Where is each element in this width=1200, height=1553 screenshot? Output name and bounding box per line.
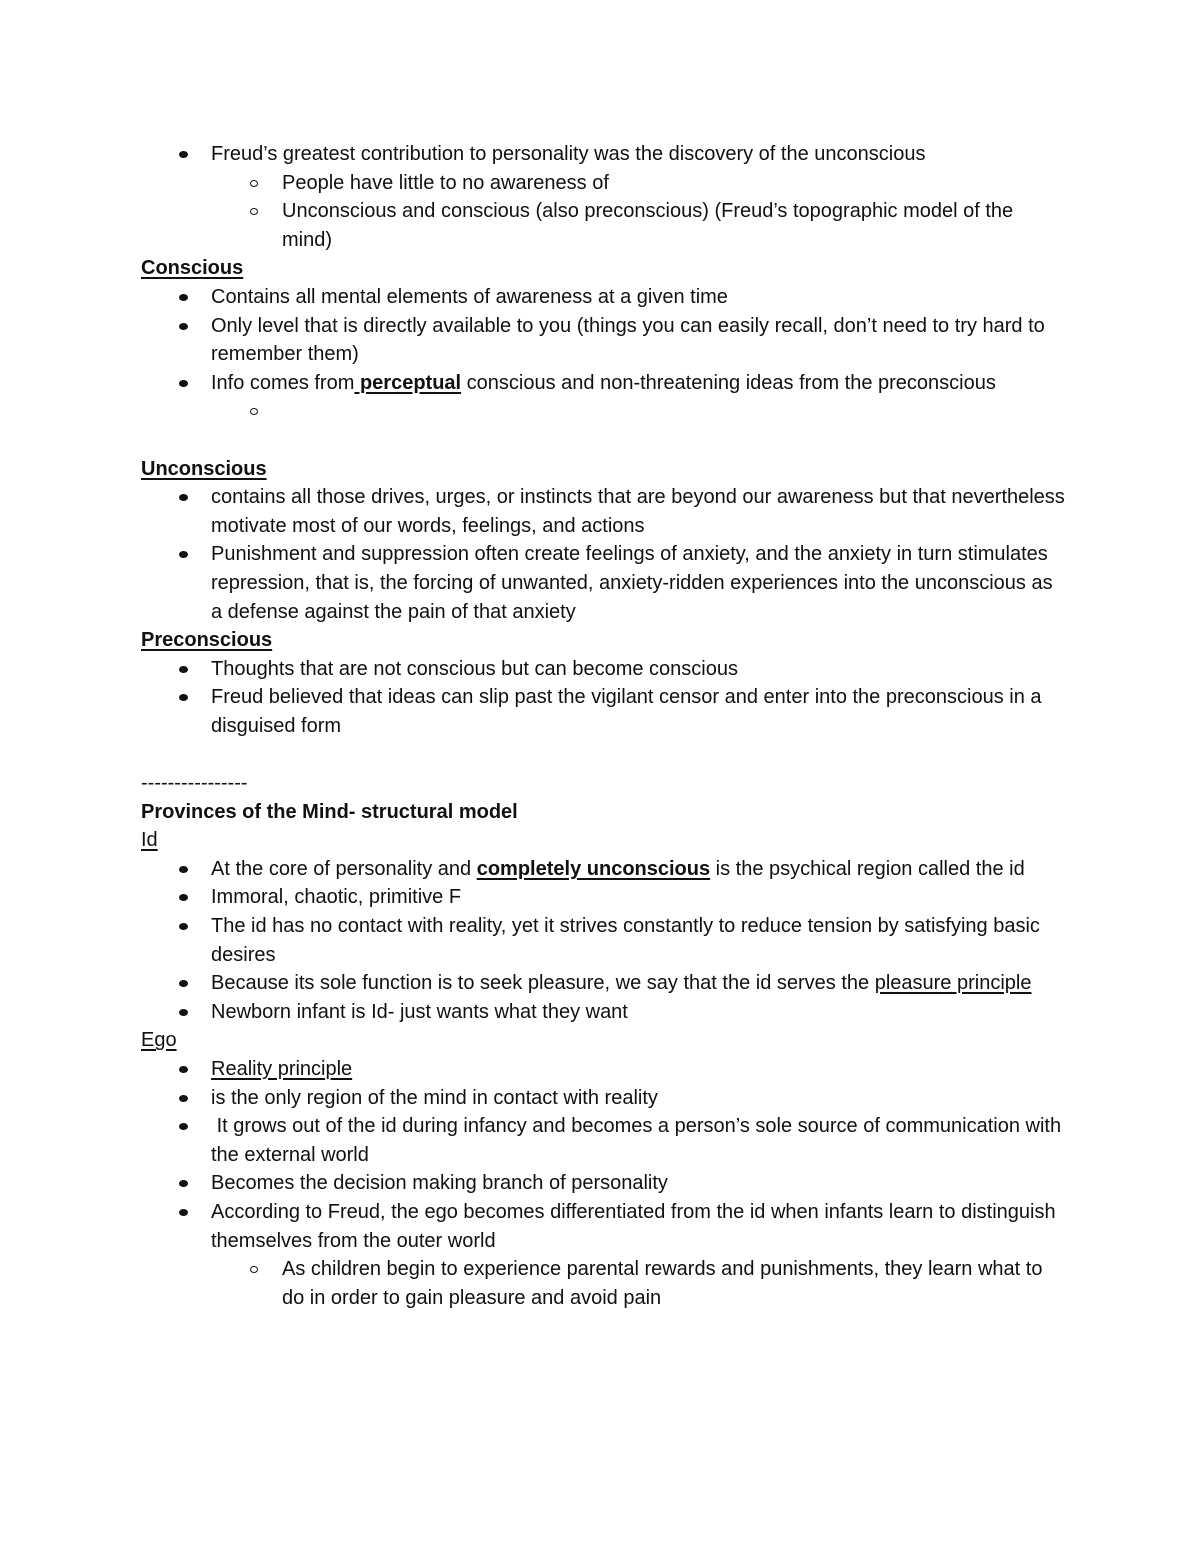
bullet-icon [177,483,197,512]
list-item: Immoral, chaotic, primitive F [141,883,1066,912]
list-item: contains all those drives, urges, or instincts that are beyond our awareness but that nevertheless motivate most of our words, feelings, and actions [141,483,1066,540]
unconscious-list [141,483,1066,626]
unconscious-heading: Unconscious [141,457,267,480]
id-list [141,855,1066,1027]
list-item: is the only region of the mind in contact with reality [141,1084,1066,1113]
spacer [141,426,1066,455]
list-item: Because its sole function is to seek pleasure, we say that the id serves the pleasure principle [141,969,1066,998]
bullet-icon [177,1198,197,1227]
list-item: Contains all mental elements of awareness at a given time [141,283,1066,312]
list-item [141,397,1066,426]
bullet-icon [177,655,197,684]
circle-bullet-icon [248,169,268,198]
bullet-icon [177,883,197,912]
list-item: At the core of personality and completely unconscious is the psychical region called the id [141,855,1066,884]
bullet-icon [177,1112,197,1141]
bullet-icon [177,969,197,998]
bullet-icon [177,855,197,884]
list-item: Becomes the decision making branch of personality [141,1169,1066,1198]
list-item: The id has no contact with reality, yet it strives constantly to reduce tension by satisfying basic desires [141,912,1066,969]
conscious-list [141,283,1066,397]
perceptual-term: perceptual [354,371,462,394]
conscious-sublist [141,397,1066,426]
list-item [141,1055,1066,1084]
intro-list [141,140,1066,169]
bullet-icon [177,1169,197,1198]
circle-bullet-icon [248,197,268,226]
ego-sublist [141,1255,1066,1312]
list-item: Newborn infant is Id- just wants what they want [141,998,1066,1027]
spacer [141,740,1066,769]
list-item: Info comes from perceptual conscious and non-threatening ideas from the preconscious [141,369,1066,398]
list-item: Freud believed that ideas can slip past the vigilant censor and enter into the preconscious in a disguised form [141,683,1066,740]
list-item: It grows out of the id during infancy and becomes a person’s sole source of communication with the external world [141,1112,1066,1169]
ego-heading: Ego [141,1029,177,1052]
conscious-heading: Conscious [141,257,244,280]
bullet-icon [177,683,197,712]
pleasure-principle-term: pleasure principle [874,972,1032,995]
ego-list [141,1055,1066,1255]
list-item: People have little to no awareness of [141,169,1066,198]
provinces-heading: Provinces of the Mind- structural model [141,800,518,823]
list-item: According to Freud, the ego becomes differentiated from the id when infants learn to distinguish themselves from the outer world [141,1198,1066,1255]
id-heading: Id [141,829,158,852]
preconscious-heading: Preconscious [141,629,273,652]
circle-bullet-icon [248,1255,268,1284]
preconscious-list [141,655,1066,741]
document-page [141,140,1066,1312]
bullet-icon [177,140,197,169]
bullet-icon [177,369,197,398]
bullet-icon [177,540,197,569]
bullet-icon [177,312,197,341]
intro-sublist [141,169,1066,255]
circle-bullet-icon [248,397,268,426]
list-item: As children begin to experience parental rewards and punishments, they learn what to do in order to gain pleasure and avoid pain [141,1255,1066,1312]
bullet-icon [177,283,197,312]
bullet-icon [177,1055,197,1084]
list-item: Freud’s greatest contribution to personality was the discovery of the unconscious [141,140,1066,169]
completely-unconscious-term: completely unconscious [476,857,711,880]
bullet-icon [177,998,197,1027]
list-item: Only level that is directly available to you (things you can easily recall, don’t need to try hard to remember them) [141,312,1066,369]
reality-principle-term: Reality principle [211,1058,353,1080]
bullet-icon [177,1084,197,1113]
divider: ---------------- [141,772,248,795]
list-item: Thoughts that are not conscious but can become conscious [141,655,1066,684]
bullet-icon [177,912,197,941]
list-item: Unconscious and conscious (also preconscious) (Freud’s topographic model of the mind) [141,197,1066,254]
list-item: Punishment and suppression often create feelings of anxiety, and the anxiety in turn stimulates repression, that is, the forcing of unwanted, anxiety-ridden experiences into the unconscious as a defense against the pain of that anxiety [141,540,1066,626]
